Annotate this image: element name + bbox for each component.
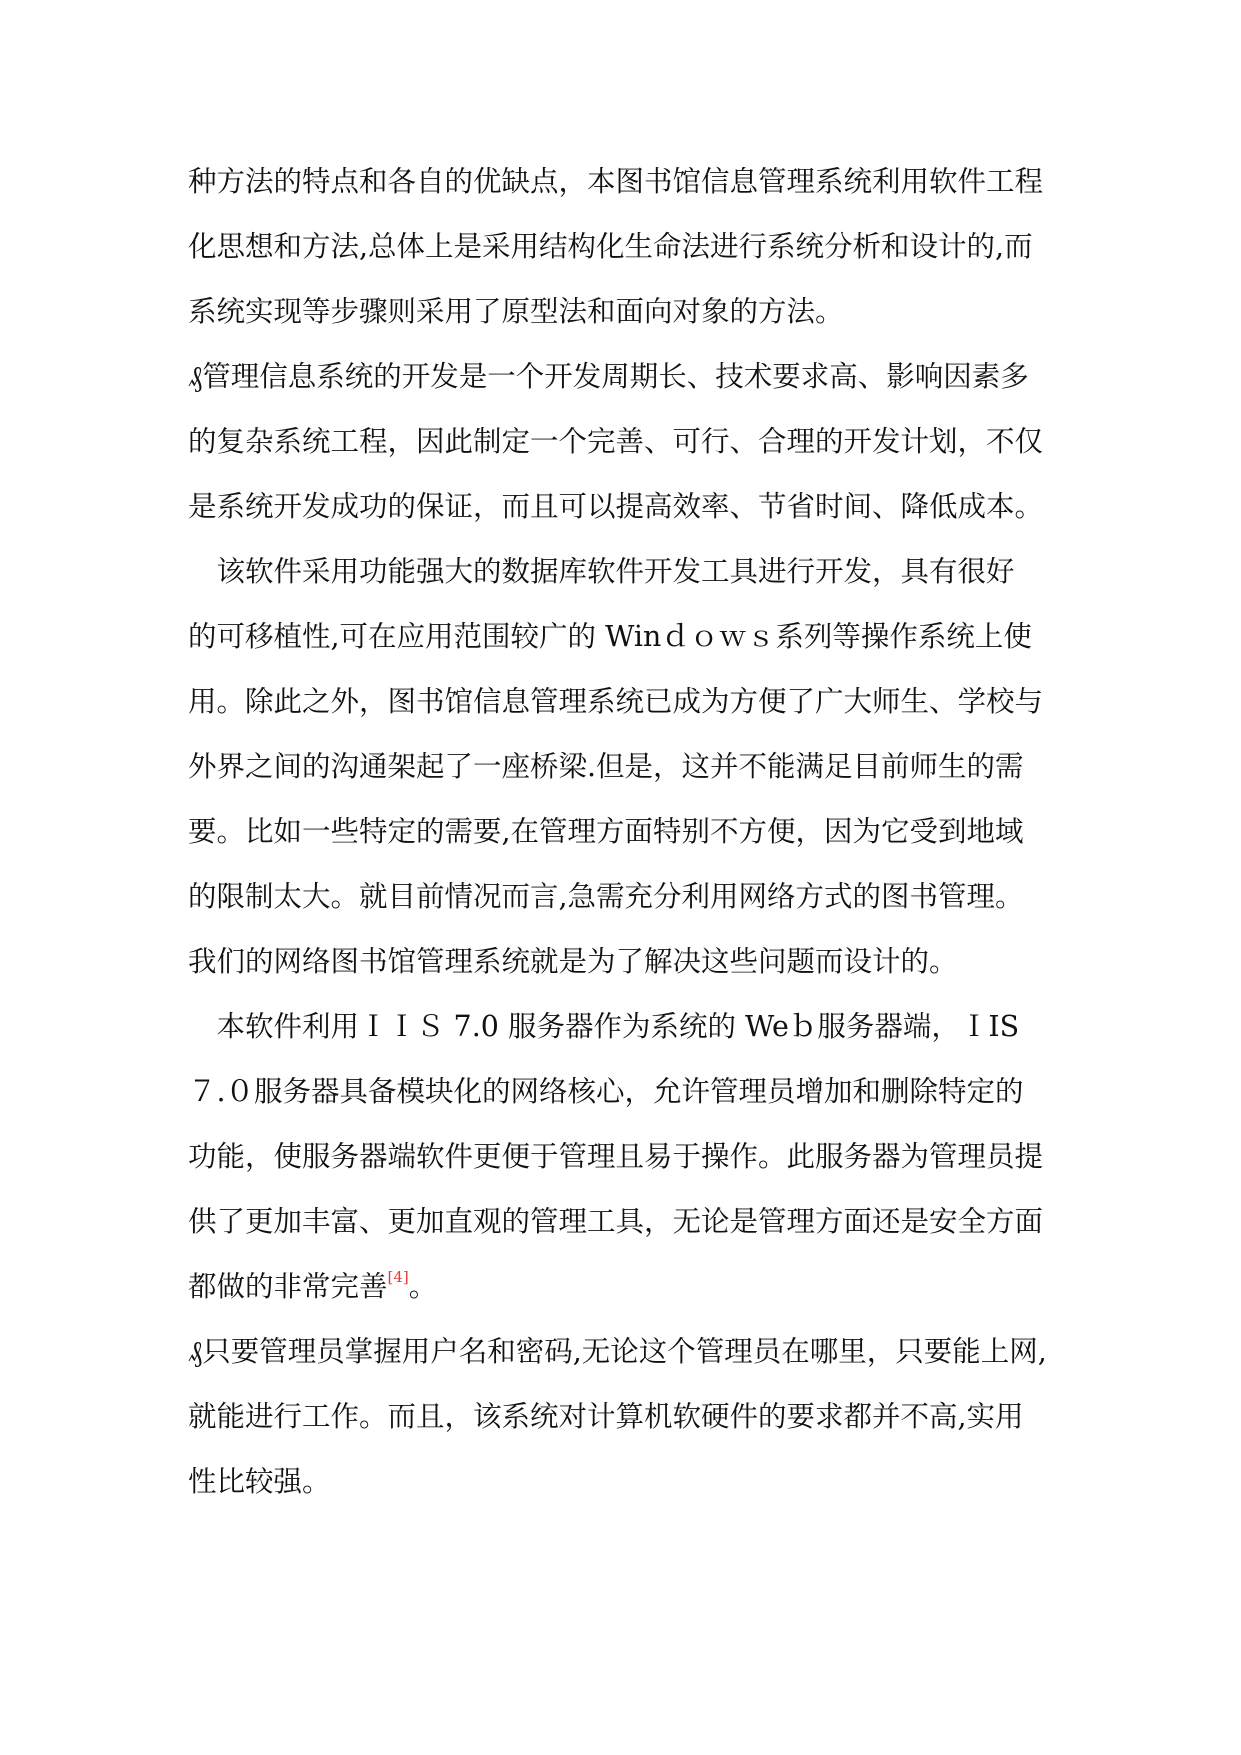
text-segment: 。 bbox=[408, 1270, 438, 1303]
text-line: ₰只要管理员掌握用户名和密码,无论这个管理员在哪里，只要能上网, bbox=[188, 1335, 1047, 1368]
text-line: 用。除此之外，图书馆信息管理系统已成为方便了广大师生、学校与 bbox=[188, 685, 1044, 718]
text-line: 就能进行工作。而且，该系统对计算机软硬件的要求都并不高,实用 bbox=[188, 1400, 1024, 1433]
text-line: 种方法的特点和各自的优缺点，本图书馆信息管理系统利用软件工程 bbox=[188, 165, 1044, 198]
text-line: 本软件利用ＩＩＳ 7.0 服务器作为系统的 Weｂ服务器端，ＩIS bbox=[188, 1010, 1020, 1043]
text-line: 是系统开发成功的保证，而且可以提高效率、节省时间、降低成本。 bbox=[188, 490, 1044, 523]
text-line: ７.０服务器具备模块化的网络核心，允许管理员增加和删除特定的 bbox=[188, 1075, 1024, 1108]
text-line: 该软件采用功能强大的数据库软件开发工具进行开发，具有很好 bbox=[188, 555, 1015, 588]
text-line: 性比较强。 bbox=[188, 1465, 331, 1498]
text-line: 的复杂系统工程，因此制定一个完善、可行、合理的开发计划，不仅 bbox=[188, 425, 1044, 458]
text-line: 外界之间的沟通架起了一座桥梁.但是，这并不能满足目前师生的需 bbox=[188, 750, 1024, 783]
text-line: 供了更加丰富、更加直观的管理工具，无论是管理方面还是安全方面 bbox=[188, 1205, 1044, 1238]
citation-line bbox=[188, 1259, 1068, 1324]
body-text bbox=[188, 154, 1068, 1519]
text-line: 功能，使服务器端软件更便于管理且易于操作。此服务器为管理员提 bbox=[188, 1140, 1044, 1173]
text-line: 的限制太大。就目前情况而言,急需充分利用网络方式的图书管理。 bbox=[188, 880, 1024, 913]
text-line: 的可移植性,可在应用范围较广的 Winｄｏｗｓ系列等操作系统上使 bbox=[188, 620, 1032, 653]
text-line: 化思想和方法,总体上是采用结构化生命法进行系统分析和设计的,而 bbox=[188, 230, 1033, 263]
text-line: ₰管理信息系统的开发是一个开发周期长、技术要求高、影响因素多 bbox=[188, 360, 1029, 393]
citation-reference[interactable]: [4] bbox=[387, 1268, 409, 1286]
text-line: 系统实现等步骤则采用了原型法和面向对象的方法。 bbox=[188, 295, 844, 328]
text-line: 要。比如一些特定的需要,在管理方面特别不方便，因为它受到地域 bbox=[188, 815, 1024, 848]
text-line: 我们的网络图书馆管理系统就是为了解决这些问题而设计的。 bbox=[188, 945, 958, 978]
text-segment: 都做的非常完善 bbox=[188, 1270, 388, 1303]
